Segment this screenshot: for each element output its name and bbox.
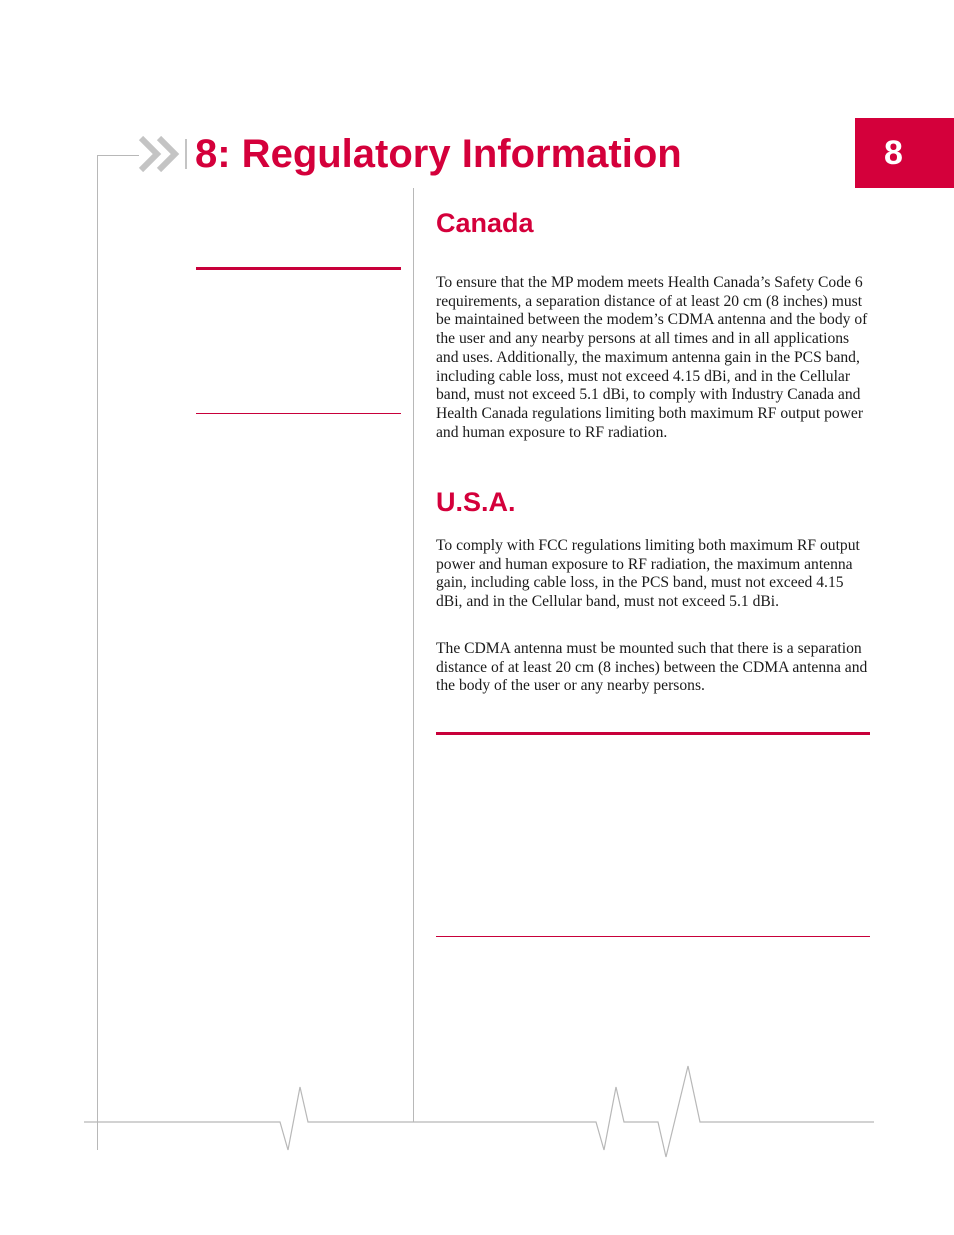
waveform-decoration [84,1060,874,1160]
chapter-tab: 8 [855,118,954,188]
paragraph-usa-1: To comply with FCC regulations limiting both maximum RF output power and human exposure to RF radiation, the maximum antenna gain, including cable loss, in the PCS band, must not exceed 4.15 dBi, and in the Cellular band, must not exceed 5.1 dBi. [436,537,860,611]
sidebar-rule-top [196,267,401,270]
double-chevron-right-icon [138,136,190,172]
paragraph-canada: To ensure that the MP modem meets Health Canada’s Safety Code 6 requirements, a separation distance of at least 20 cm (8 inches) must be maintained between the modem’s CDMA antenna and the body of the user and any nearby persons at all times and in all applications and uses. Additionally, the maximum antenna gain in the PCS band, including cable loss, must not exceed 4.15 dBi, and in the Cellular band, must not exceed 5.1 dBi, to comply with Industry Canada and Health Canada regulations limiting both maximum RF output power and human exposure to RF radiation. [436,274,868,441]
frame-horizontal-line-top [97,155,139,156]
note-rule-bottom [436,936,870,937]
paragraph-usa-2: The CDMA antenna must be mounted such that there is a separation distance of at least 20 cm (8 inches) between the CDMA antenna and the body of the user or any nearby persons. [436,640,868,695]
section-heading-usa: U.S.A. [436,487,516,517]
page-title: 8: Regulatory Information [195,132,682,176]
sidebar-rule-bottom [196,413,401,414]
section-heading-canada: Canada [436,208,534,238]
frame-vertical-line-left [97,155,98,1150]
note-rule-top [436,732,870,735]
frame-vertical-line-middle [413,188,414,1122]
